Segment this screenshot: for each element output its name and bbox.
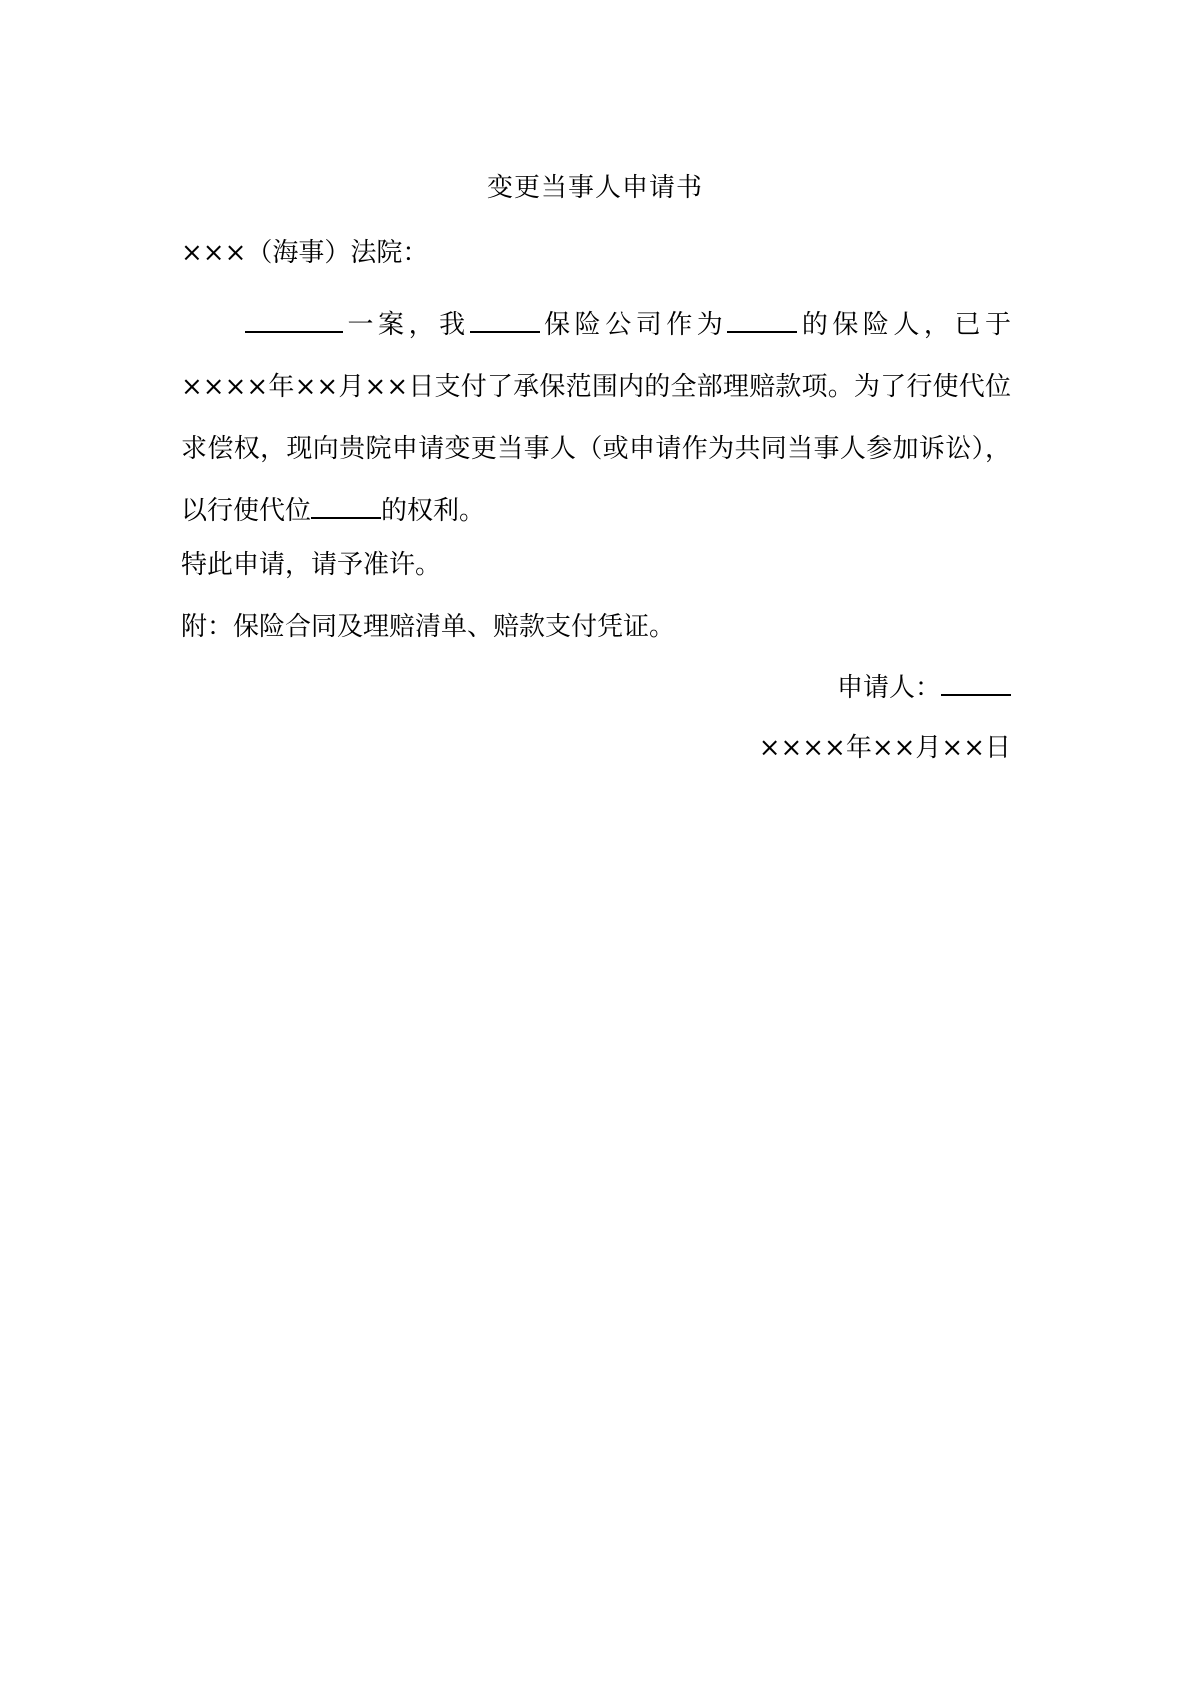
- insurer-name-blank: [470, 307, 540, 333]
- body-text-3: 的保险人，已于××××年××月××日支付了承保范围内的全部理赔款项。为了行使代位求偿权，现向贵院申请变更当事人（或申请作为共同当事人参加诉讼），以行使代位: [181, 310, 1011, 526]
- case-name-blank: [245, 307, 343, 333]
- addressee-line: ×××（海事）法院：: [181, 238, 429, 268]
- signature-date: ××××年××月××日: [758, 733, 1011, 763]
- request-line: 特此申请，请予准许。: [181, 550, 442, 580]
- body-text-2: 保险公司作为: [539, 310, 728, 340]
- document-title: 变更当事人申请书: [486, 173, 703, 203]
- insured-name-blank: [727, 307, 797, 333]
- body-paragraph: [181, 294, 1011, 542]
- body-text-4: 的权利。: [381, 496, 486, 526]
- attachment-line: 附：保险合同及理赔清单、赔款支付凭证。: [181, 612, 676, 642]
- subrogation-party-blank: [311, 493, 381, 519]
- applicant-name-blank: [941, 670, 1011, 696]
- signature-label: 申请人：: [836, 673, 941, 703]
- signature-line: [837, 670, 1011, 706]
- body-text-1: 一案，我: [343, 310, 470, 340]
